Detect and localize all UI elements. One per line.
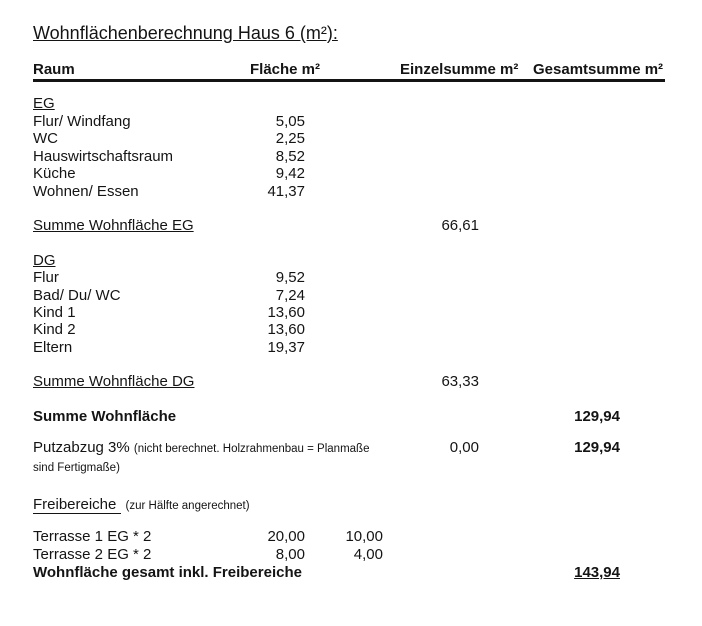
raum-label: Terrasse 2 EG * 2 bbox=[33, 546, 152, 563]
putzabzug-title: Putzabzug 3% bbox=[33, 439, 130, 456]
putzabzug-row bbox=[33, 439, 673, 474]
eg-label: EG bbox=[33, 95, 55, 112]
raum-label: WC bbox=[33, 130, 58, 147]
table-row bbox=[33, 287, 673, 305]
sum-row-eg bbox=[33, 217, 673, 235]
header-gesamtsumme: Gesamtsumme m² bbox=[533, 61, 664, 78]
flaeche-value: 13,60 bbox=[267, 304, 305, 321]
table-row bbox=[33, 269, 673, 287]
header-einzelsumme: Einzelsumme m² bbox=[400, 61, 519, 78]
flaeche-value: 20,00 bbox=[267, 528, 305, 545]
flaeche-value: 41,37 bbox=[267, 183, 305, 200]
gesamtsumme-value: 129,94 bbox=[574, 439, 620, 456]
table-header-row bbox=[33, 61, 673, 79]
table-row bbox=[33, 546, 673, 564]
sum-eg-label: Summe Wohnfläche EG bbox=[33, 217, 194, 234]
header-rule bbox=[33, 79, 665, 82]
flaeche-value: 8,52 bbox=[275, 148, 305, 165]
sum-row-dg bbox=[33, 373, 673, 391]
table-row bbox=[33, 528, 673, 546]
table-row bbox=[33, 130, 673, 148]
table-row bbox=[33, 321, 673, 339]
flaeche-value: 5,05 bbox=[275, 113, 305, 130]
header-flaeche: Fläche m² bbox=[250, 61, 321, 78]
flaeche-value: 13,60 bbox=[267, 321, 305, 338]
raum-label: Hauswirtschaftsraum bbox=[33, 148, 174, 165]
raum-label: Küche bbox=[33, 165, 76, 182]
flaeche-value: 19,37 bbox=[267, 339, 305, 356]
raum-label: Flur bbox=[33, 269, 59, 286]
raum-label: Terrasse 1 EG * 2 bbox=[33, 528, 152, 545]
raum-label: Kind 1 bbox=[33, 304, 76, 321]
freibereiche-note: (zur Hälfte angerechnet) bbox=[125, 500, 250, 512]
gesamtsumme-value: 143,94 bbox=[574, 564, 620, 581]
gesamtsumme-value: 129,94 bbox=[574, 408, 620, 425]
freibereiche-header bbox=[33, 496, 673, 514]
raum-label: Kind 2 bbox=[33, 321, 76, 338]
flaeche-value: 2,25 bbox=[275, 130, 305, 147]
grand-total-row bbox=[33, 564, 673, 582]
table-row bbox=[33, 148, 673, 166]
haelfte-value: 10,00 bbox=[345, 528, 383, 545]
table-row bbox=[33, 113, 673, 131]
putzabzug-label bbox=[33, 439, 385, 477]
einzelsumme-value: 66,61 bbox=[441, 217, 479, 234]
table-row bbox=[33, 304, 673, 322]
putzabzug-note: (nicht berechnet. Holzrahmenbau = Planmaße sind Fertigmaße) bbox=[33, 443, 370, 474]
header-raum: Raum bbox=[33, 61, 75, 78]
section-label-eg bbox=[33, 95, 673, 113]
sum-row-total bbox=[33, 408, 673, 426]
flaeche-value: 9,52 bbox=[275, 269, 305, 286]
flaeche-value: 9,42 bbox=[275, 165, 305, 182]
raum-label: Bad/ Du/ WC bbox=[33, 287, 121, 304]
table-row bbox=[33, 165, 673, 183]
raum-label: Eltern bbox=[33, 339, 73, 356]
document-title: Wohnflächenberechnung Haus 6 (m²): bbox=[33, 23, 338, 43]
haelfte-value: 4,00 bbox=[353, 546, 383, 563]
raum-label: Wohnen/ Essen bbox=[33, 183, 139, 200]
summe-wohnflaeche-label: Summe Wohnfläche bbox=[33, 408, 177, 425]
freibereiche-label: Freibereiche bbox=[33, 496, 121, 514]
einzelsumme-value: 63,33 bbox=[441, 373, 479, 390]
table-row bbox=[33, 339, 673, 357]
sum-dg-label: Summe Wohnfläche DG bbox=[33, 373, 195, 390]
flaeche-value: 8,00 bbox=[275, 546, 305, 563]
raum-label: Flur/ Windfang bbox=[33, 113, 131, 130]
einzelsumme-value: 0,00 bbox=[449, 439, 479, 456]
section-label-dg bbox=[33, 252, 673, 270]
dg-label: DG bbox=[33, 252, 56, 269]
table-row bbox=[33, 183, 673, 201]
grand-total-label: Wohnfläche gesamt inkl. Freibereiche bbox=[33, 564, 302, 581]
flaeche-value: 7,24 bbox=[275, 287, 305, 304]
